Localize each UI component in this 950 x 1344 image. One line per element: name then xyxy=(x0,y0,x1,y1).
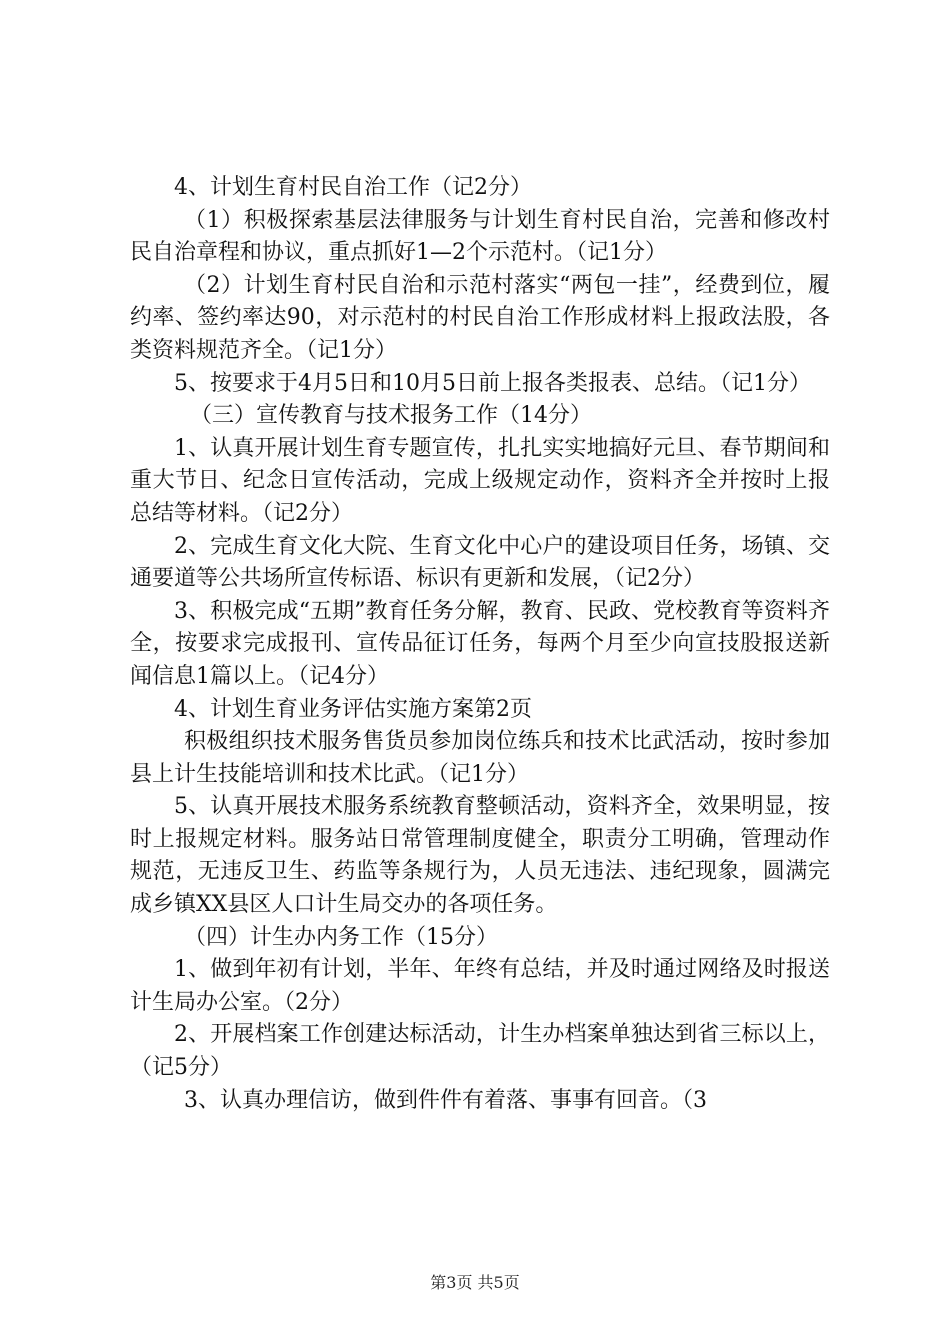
paragraph: （2）计划生育村民自治和示范村落实“两包一挂”，经费到位，履约率、签约率达90，对示范村的村民自治工作形成材料上报政法股，各类资料规范齐全。（记1分） xyxy=(130,272,830,363)
paragraph: 3、积极完成“五期”教育任务分解，教育、民政、党校教育等资料齐全，按要求完成报刊、宣传品征订任务，每两个月至少向宣技股报送新闻信息1篇以上。（记4分） xyxy=(130,598,830,689)
paragraph: 5、按要求于4月5日和10月5日前上报各类报表、总结。（记1分） xyxy=(174,370,811,396)
paragraph: 2、开展档案工作创建达标活动，计生办档案单独达到省三标以上，（记5分） xyxy=(130,1022,830,1081)
paragraph: 1、做到年初有计划，半年、年终有总结，并及时通过网络及时报送计生局办公室。（2分） xyxy=(130,957,830,1015)
page-footer: 第3页 共5页 xyxy=(430,1273,520,1292)
paragraph: 5、认真开展技术服务系统教育整顿活动，资料齐全，效果明显，按时上报规定材料。服务站日常管理制度健全，职责分工明确，管理动作规范，无违反卫生、药监等条规行为，人员无违法、违纪现象，圆满完成乡镇XX县区人口计生局交办的各项任务。 xyxy=(130,794,830,918)
document-body xyxy=(130,172,830,1117)
paragraph: 2、完成生育文化大院、生育文化中心户的建设项目任务，场镇、交通要道等公共场所宣传标语、标识有更新和发展，（记2分） xyxy=(130,533,830,592)
paragraph: 3、认真办理信访，做到件件有着落、事事有回音。（3 xyxy=(184,1087,707,1113)
paragraph: （四）计生办内务工作（15分） xyxy=(184,924,498,950)
paragraph: 积极组织技术服务售货员参加岗位练兵和技术比武活动，按时参加县上计生技能培训和技术比武。（记1分） xyxy=(130,729,830,787)
paragraph: （1）积极探索基层法律服务与计划生育村民自治，完善和修改村民自治章程和协议，重点抓好1—2个示范村。（记1分） xyxy=(130,207,830,266)
paragraph: 4、计划生育业务评估实施方案第2页 xyxy=(174,696,532,722)
paragraph: （三）宣传教育与技术报务工作（14分） xyxy=(190,403,592,429)
paragraph: 4、计划生育村民自治工作（记2分） xyxy=(174,175,532,200)
paragraph: 1、认真开展计划生育专题宣传，扎扎实实地搞好元旦、春节期间和重大节日、纪念日宣传活动，完成上级规定动作，资料齐全并按时上报总结等材料。（记2分） xyxy=(130,435,830,526)
